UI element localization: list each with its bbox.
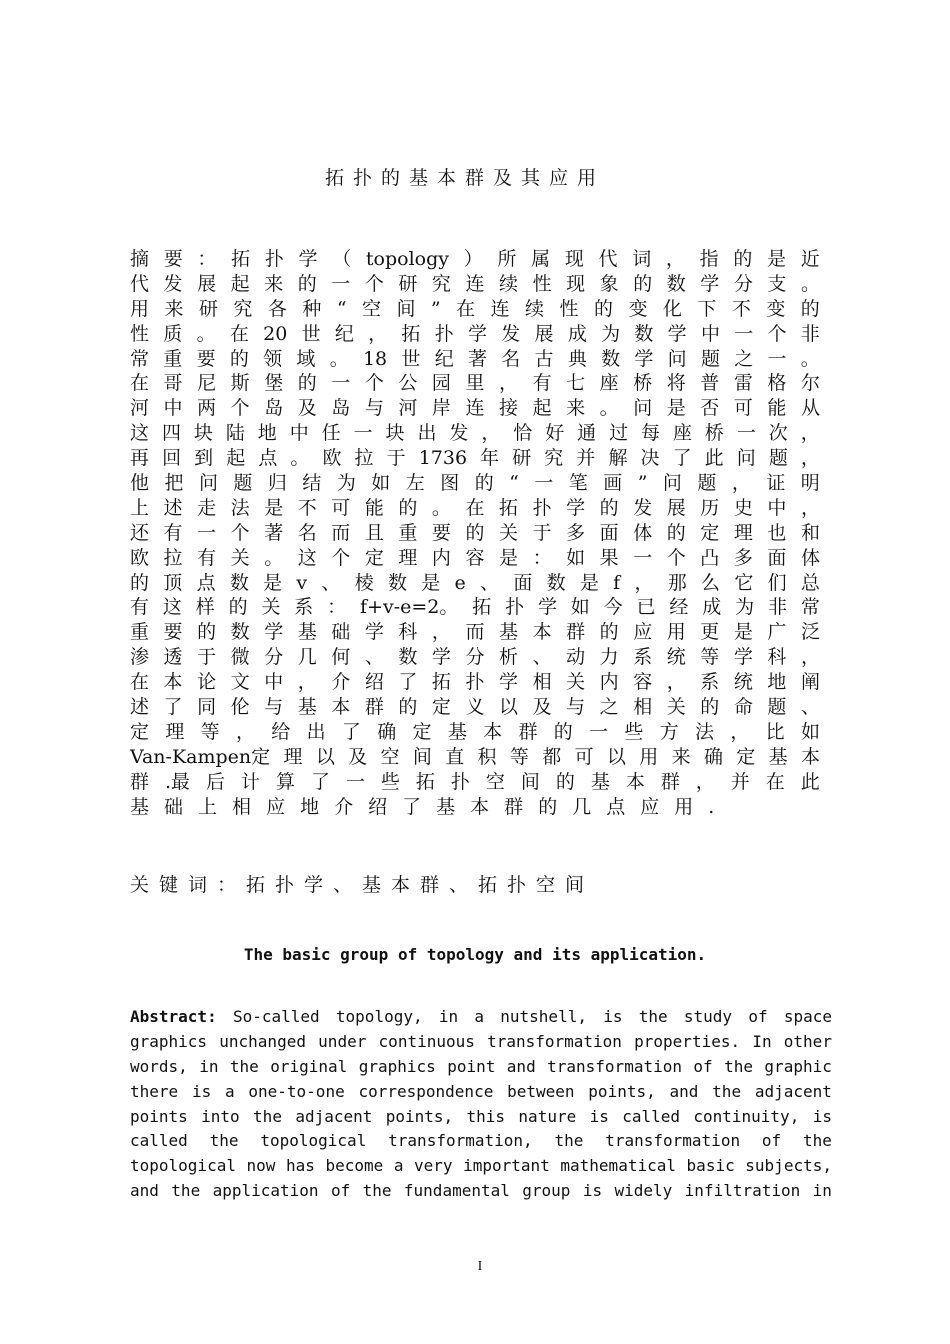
cn-abstract-line: 群 .最 后 计 算 了 一 些 拓 扑 空 间 的 基 本 群 ， 并 在 此 [130,770,820,793]
cn-abstract-line: 述 了 同 伦 与 基 本 群 的 定 义 以 及 与 之 相 关 的 命 题 、 [130,696,820,719]
english-title: The basic group of topology and its application. [243,945,707,964]
keywords: 关键词：拓扑学、基本群、拓扑空间 [130,874,595,896]
en-abstract-line: points into the adjacent points, this nature is called continuity, is [130,1106,832,1126]
en-abstract-line: and the application of the fundamental group is widely infiltration in [130,1181,832,1201]
cn-abstract-line: 在 哥 尼 斯 堡 的 一 个 公 园 里 ， 有 七 座 桥 将 普 雷 格 尔 [130,372,820,395]
cn-abstract-line: 代 发 展 起 来 的 一 个 研 究 连 续 性 现 象 的 数 学 分 支 。 [130,272,820,295]
cn-abstract-line: 在 本 论 文 中 ， 介 绍 了 拓 扑 学 相 关 内 容 ， 系 统 地 阐 [130,671,820,694]
cn-abstract-line: 常 重 要 的 领 域 。 18 世 纪 著 名 古 典 数 学 问 题 之 一 。 [130,347,820,370]
en-abstract-line: there is a one-to-one correspondence between points, and the adjacent [130,1081,832,1101]
en-abstract-line: graphics unchanged under continuous transformation properties. In other [130,1031,832,1051]
page-title: 拓扑的基本群及其应用 [324,167,605,189]
cn-abstract-line: 性 质 。 在 20 世 纪 ， 拓 扑 学 发 展 成 为 数 学 中 一 个 非 [130,322,820,345]
cn-abstract-line: 摘 要 ： 拓 扑 学 （ topology ） 所 属 现 代 词 ， 指 的 是 近 [130,248,820,270]
chinese-abstract [130,247,820,819]
cn-abstract-line: 欧 拉 有 关 。 这 个 定 理 内 容 是 ： 如 果 一 个 凸 多 面 体 [130,546,820,569]
cn-abstract-line: 还 有 一 个 著 名 而 且 重 要 的 关 于 多 面 体 的 定 理 也 和 [130,521,820,544]
cn-abstract-line: 用 来 研 究 各 种 “ 空 间 ” 在 连 续 性 的 变 化 下 不 变 的 [130,297,820,320]
cn-abstract-line: Van-Kampen定 理 以 及 空 间 直 积 等 都 可 以 用 来 确 定 基 本 [130,745,820,768]
cn-abstract-line: 这 四 块 陆 地 中 任 一 块 出 发 ， 恰 好 通 过 每 座 桥 一 次 ， [130,422,820,445]
cn-abstract-line: 上 述 走 法 是 不 可 能 的 。 在 拓 扑 学 的 发 展 历 史 中 ， [130,496,820,519]
cn-abstract-line: 他 把 问 题 归 结 为 如 左 图 的 “ 一 笔 画 ” 问 题 ， 证 明 [130,472,820,495]
cn-abstract-line: 再 回 到 起 点 。 欧 拉 于 1736 年 研 究 并 解 决 了 此 问 题 ， [130,447,820,470]
english-abstract [130,1005,832,1204]
cn-abstract-line: 渗 透 于 微 分 几 何 、 数 学 分 析 、 动 力 系 统 等 学 科 ， [130,646,820,669]
cn-abstract-line: 有 这 样 的 关 系 ： f+v-e=2。 拓 扑 学 如 今 已 经 成 为 非 常 [130,596,820,619]
en-abstract-line: words, in the original graphics point and transformation of the graphic [130,1056,832,1076]
en-abstract-line: topological now has become a very important mathematical basic subjects, [130,1156,832,1176]
abstract-label: Abstract: [130,1007,217,1026]
cn-abstract-line: 重 要 的 数 学 基 础 学 科 ， 而 基 本 群 的 应 用 更 是 广 泛 [130,621,820,644]
page-number: I [477,1259,483,1274]
cn-abstract-line: 的 顶 点 数 是 v 、 棱 数 是 e 、 面 数 是 f ， 那 么 它 们 总 [130,571,820,594]
cn-abstract-line: 定 理 等 ， 给 出 了 确 定 基 本 群 的 一 些 方 法 ， 比 如 [130,720,820,743]
en-abstract-line: called the topological transformation, the transformation of the [130,1131,832,1151]
cn-abstract-line: 河 中 两 个 岛 及 岛 与 河 岸 连 接 起 来 。 问 是 否 可 能 从 [130,397,820,420]
en-abstract-line: Abstract: So-called topology, in a nutshell, is the study of space [130,1005,832,1030]
cn-abstract-line: 基 础 上 相 应 地 介 绍 了 基 本 群 的 几 点 应 用 . [130,795,715,818]
